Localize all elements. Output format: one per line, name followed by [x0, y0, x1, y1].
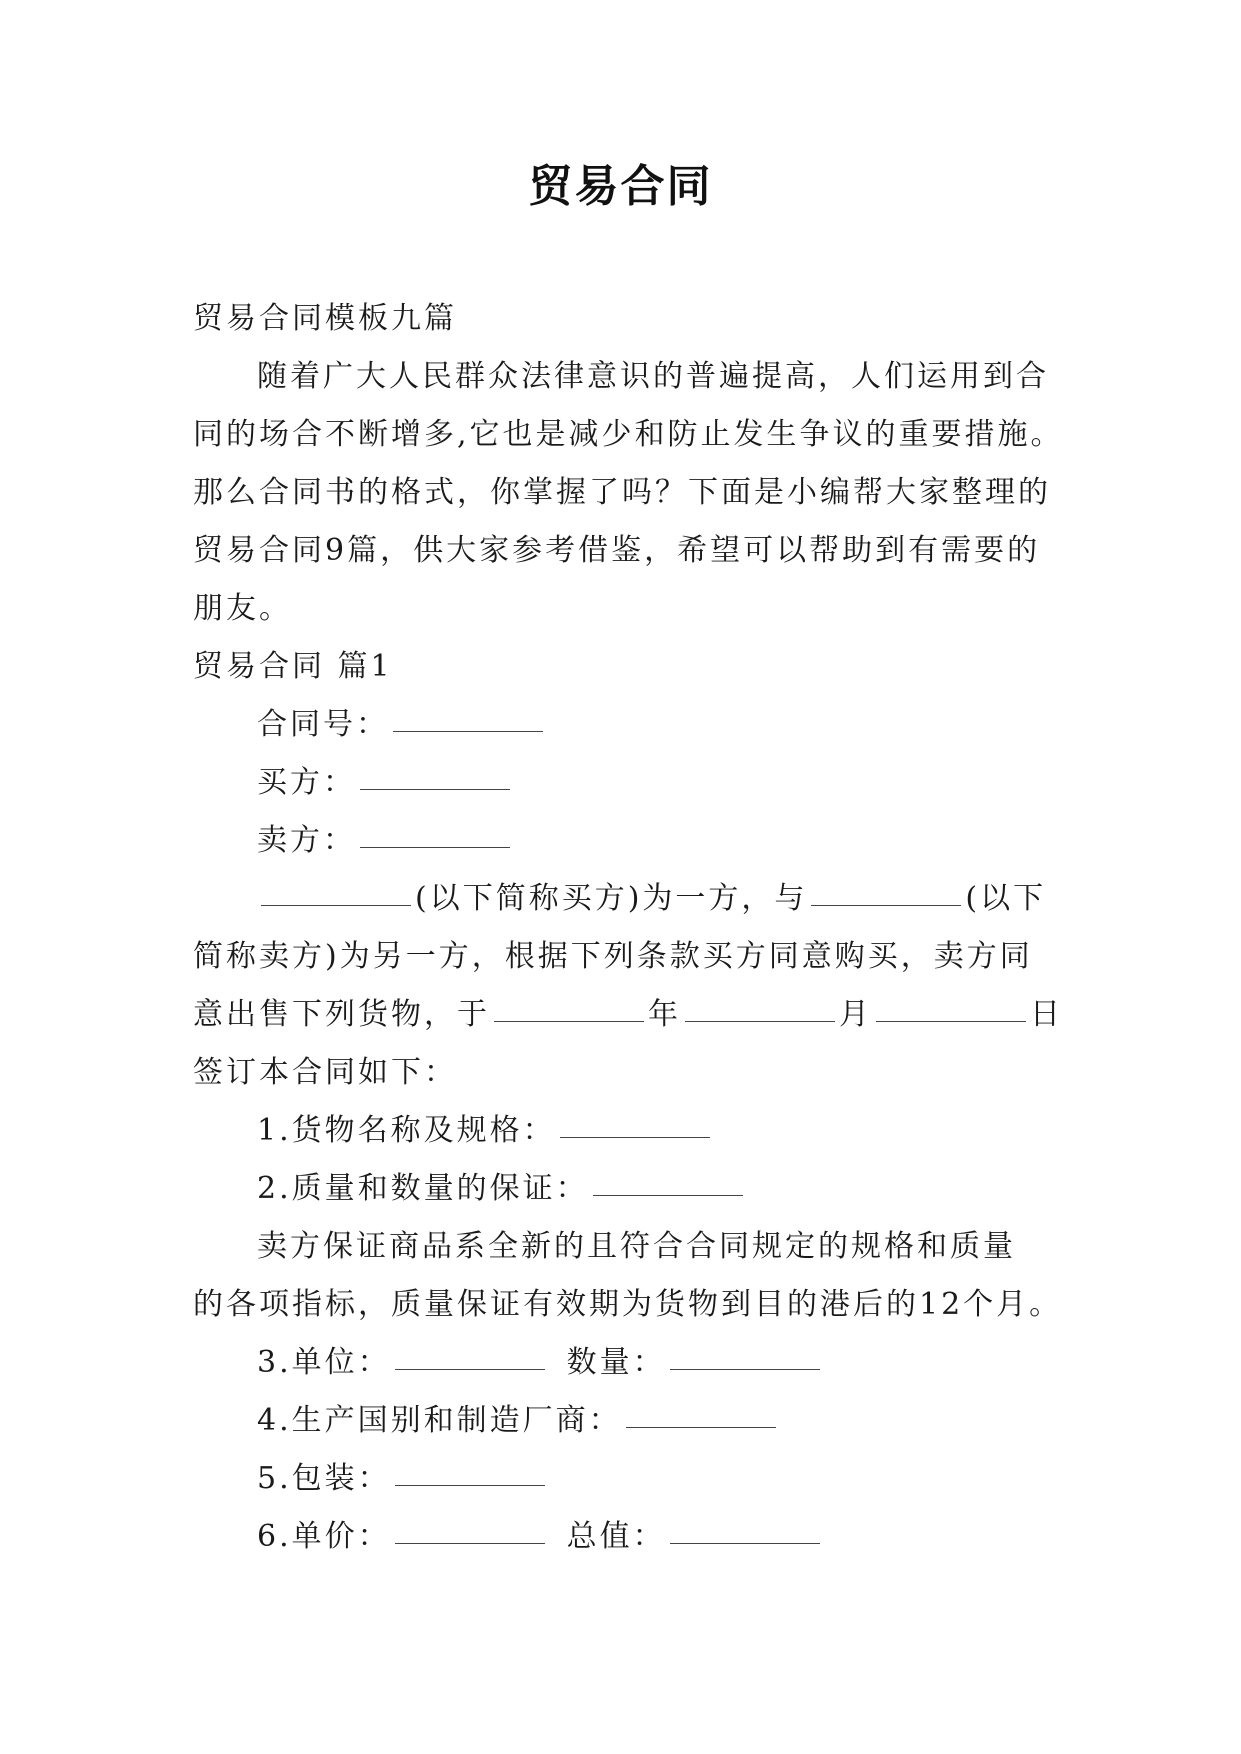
item-label: 总值： — [566, 1519, 666, 1554]
parties-line: 简称卖方)为另一方，根据下列条款买方同意购买，卖方同 — [193, 939, 1033, 974]
parties-text: (以下 — [965, 881, 1047, 916]
intro-line: 贸易合同9篇，供大家参考借鉴，希望可以帮助到有需要的 — [193, 533, 1041, 568]
intro-line: 朋友。 — [193, 591, 292, 626]
contract-no-blank — [393, 705, 543, 732]
intro-line: 同的场合不断增多,它也是减少和防止发生争议的重要措施。 — [193, 417, 1064, 452]
parties-line — [193, 870, 1063, 928]
contract-no-row — [193, 696, 1063, 754]
item-row — [193, 1450, 1063, 1508]
buyer-row — [193, 754, 1063, 812]
subtitle: 贸易合同模板九篇 — [193, 301, 457, 336]
document-body — [193, 290, 1063, 1566]
intro-line: 那么合同书的格式，你掌握了吗？下面是小编帮大家整理的 — [193, 475, 1051, 510]
parties-text: (以下简称买方)为一方，与 — [415, 881, 808, 916]
item-blank — [395, 1517, 545, 1544]
item-blank — [395, 1459, 545, 1486]
item-label: 5.包装： — [257, 1461, 391, 1496]
day-label: 日 — [1030, 997, 1063, 1032]
section-heading: 贸易合同 篇1 — [193, 649, 393, 684]
parties-date-line — [193, 986, 1063, 1044]
item-label: 6.单价： — [257, 1519, 391, 1554]
quality-line: 卖方保证商品系全新的且符合合同规定的规格和质量 — [257, 1229, 1016, 1264]
item-label: 3.单位： — [257, 1345, 391, 1380]
item-blank — [670, 1517, 820, 1544]
item-blank — [626, 1401, 776, 1428]
buyer-name-blank — [261, 879, 411, 906]
item-blank — [670, 1343, 820, 1370]
item-label: 4.生产国别和制造厂商： — [257, 1403, 622, 1438]
contract-no-label: 合同号： — [257, 707, 389, 742]
year-blank — [494, 995, 644, 1022]
intro-line: 随着广大人民群众法律意识的普遍提高，人们运用到合 — [257, 359, 1049, 394]
document-title: 贸易合同 — [528, 161, 713, 212]
seller-row — [193, 812, 1063, 870]
item-row — [193, 1508, 1063, 1566]
year-label: 年 — [648, 997, 681, 1032]
item-row — [193, 1102, 1063, 1160]
seller-label: 卖方： — [257, 823, 356, 858]
month-blank — [685, 995, 835, 1022]
item-row — [193, 1334, 1063, 1392]
item-label: 1.货物名称及规格： — [257, 1113, 556, 1148]
item-label: 数量： — [566, 1345, 666, 1380]
seller-name-blank — [811, 879, 961, 906]
item-label: 2.质量和数量的保证： — [257, 1171, 589, 1206]
item-row — [193, 1160, 1063, 1218]
parties-text: 意出售下列货物，于 — [193, 997, 490, 1032]
item-blank — [560, 1111, 710, 1138]
buyer-blank — [360, 763, 510, 790]
quality-line: 的各项指标，质量保证有效期为货物到目的港后的12个月。 — [193, 1287, 1063, 1322]
day-blank — [876, 995, 1026, 1022]
month-label: 月 — [839, 997, 872, 1032]
item-blank — [395, 1343, 545, 1370]
item-row — [193, 1392, 1063, 1450]
buyer-label: 买方： — [257, 765, 356, 800]
parties-line: 签订本合同如下： — [193, 1055, 457, 1090]
seller-blank — [360, 821, 510, 848]
item-blank — [593, 1169, 743, 1196]
